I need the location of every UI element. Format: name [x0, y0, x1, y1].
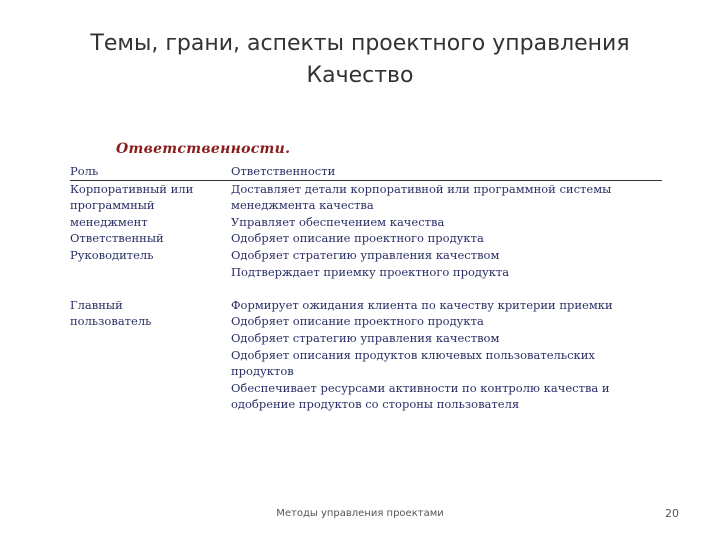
responsibility-line: Одобряет описания продуктов ключевых пользовательских: [231, 347, 595, 362]
header-role: Роль: [70, 164, 99, 178]
role-line: программный: [70, 198, 155, 213]
slide-title-line-1: Темы, грани, аспекты проектного управления: [90, 31, 630, 56]
responsibility-line: Одобряет описание проектного продукта: [231, 231, 484, 246]
responsibility-line: Одобряет стратегию управления качеством: [231, 330, 500, 345]
footer-text: Методы управления проектами: [276, 508, 444, 519]
role-cell: [70, 230, 231, 296]
role-line: Корпоративный или: [70, 181, 194, 196]
responsibility-line: продуктов: [231, 364, 294, 379]
role-cell: [70, 297, 231, 413]
responsibility-line: Обеспечивает ресурсами активности по контролю качества и: [231, 380, 610, 395]
page-number: 20: [665, 507, 679, 520]
section-heading: Ответственности.: [116, 141, 291, 157]
responsibility-cell: [231, 230, 662, 296]
responsibility-line: [231, 280, 662, 297]
table-row: [70, 181, 662, 231]
responsibility-line: менеджмента качества: [231, 198, 374, 213]
responsibility-line: Подтверждает приемку проектного продукта: [231, 264, 510, 279]
role-line: пользователь: [70, 314, 152, 329]
role-line: [70, 280, 231, 297]
slide-title-line-2: Качество: [306, 63, 414, 88]
role-line: Главный: [70, 297, 123, 312]
table-body: [70, 181, 662, 413]
role-line: Ответственный: [70, 231, 164, 246]
header-responsibilities: Ответственности: [231, 164, 336, 178]
responsibility-line: Одобряет стратегию управления качеством: [231, 247, 500, 262]
table-row: [70, 230, 662, 296]
responsibility-line: Доставляет детали корпоративной или программной системы: [231, 181, 612, 196]
table-row: [70, 297, 662, 413]
responsibility-line: одобрение продуктов со стороны пользователя: [231, 397, 520, 412]
responsibilities-table: [70, 163, 662, 413]
responsibility-cell: [231, 297, 662, 413]
role-line: Руководитель: [70, 247, 154, 262]
responsibility-line: Одобряет описание проектного продукта: [231, 314, 484, 329]
role-cell: [70, 181, 231, 231]
responsibility-cell: [231, 181, 662, 231]
slide-title: [0, 28, 720, 92]
responsibility-line: Управляет обеспечением качества: [231, 214, 445, 229]
table-header-row: [70, 163, 662, 181]
role-line: менеджмент: [70, 214, 148, 229]
responsibility-line: Формирует ожидания клиента по качеству критерии приемки: [231, 297, 613, 312]
role-line: [70, 264, 231, 281]
